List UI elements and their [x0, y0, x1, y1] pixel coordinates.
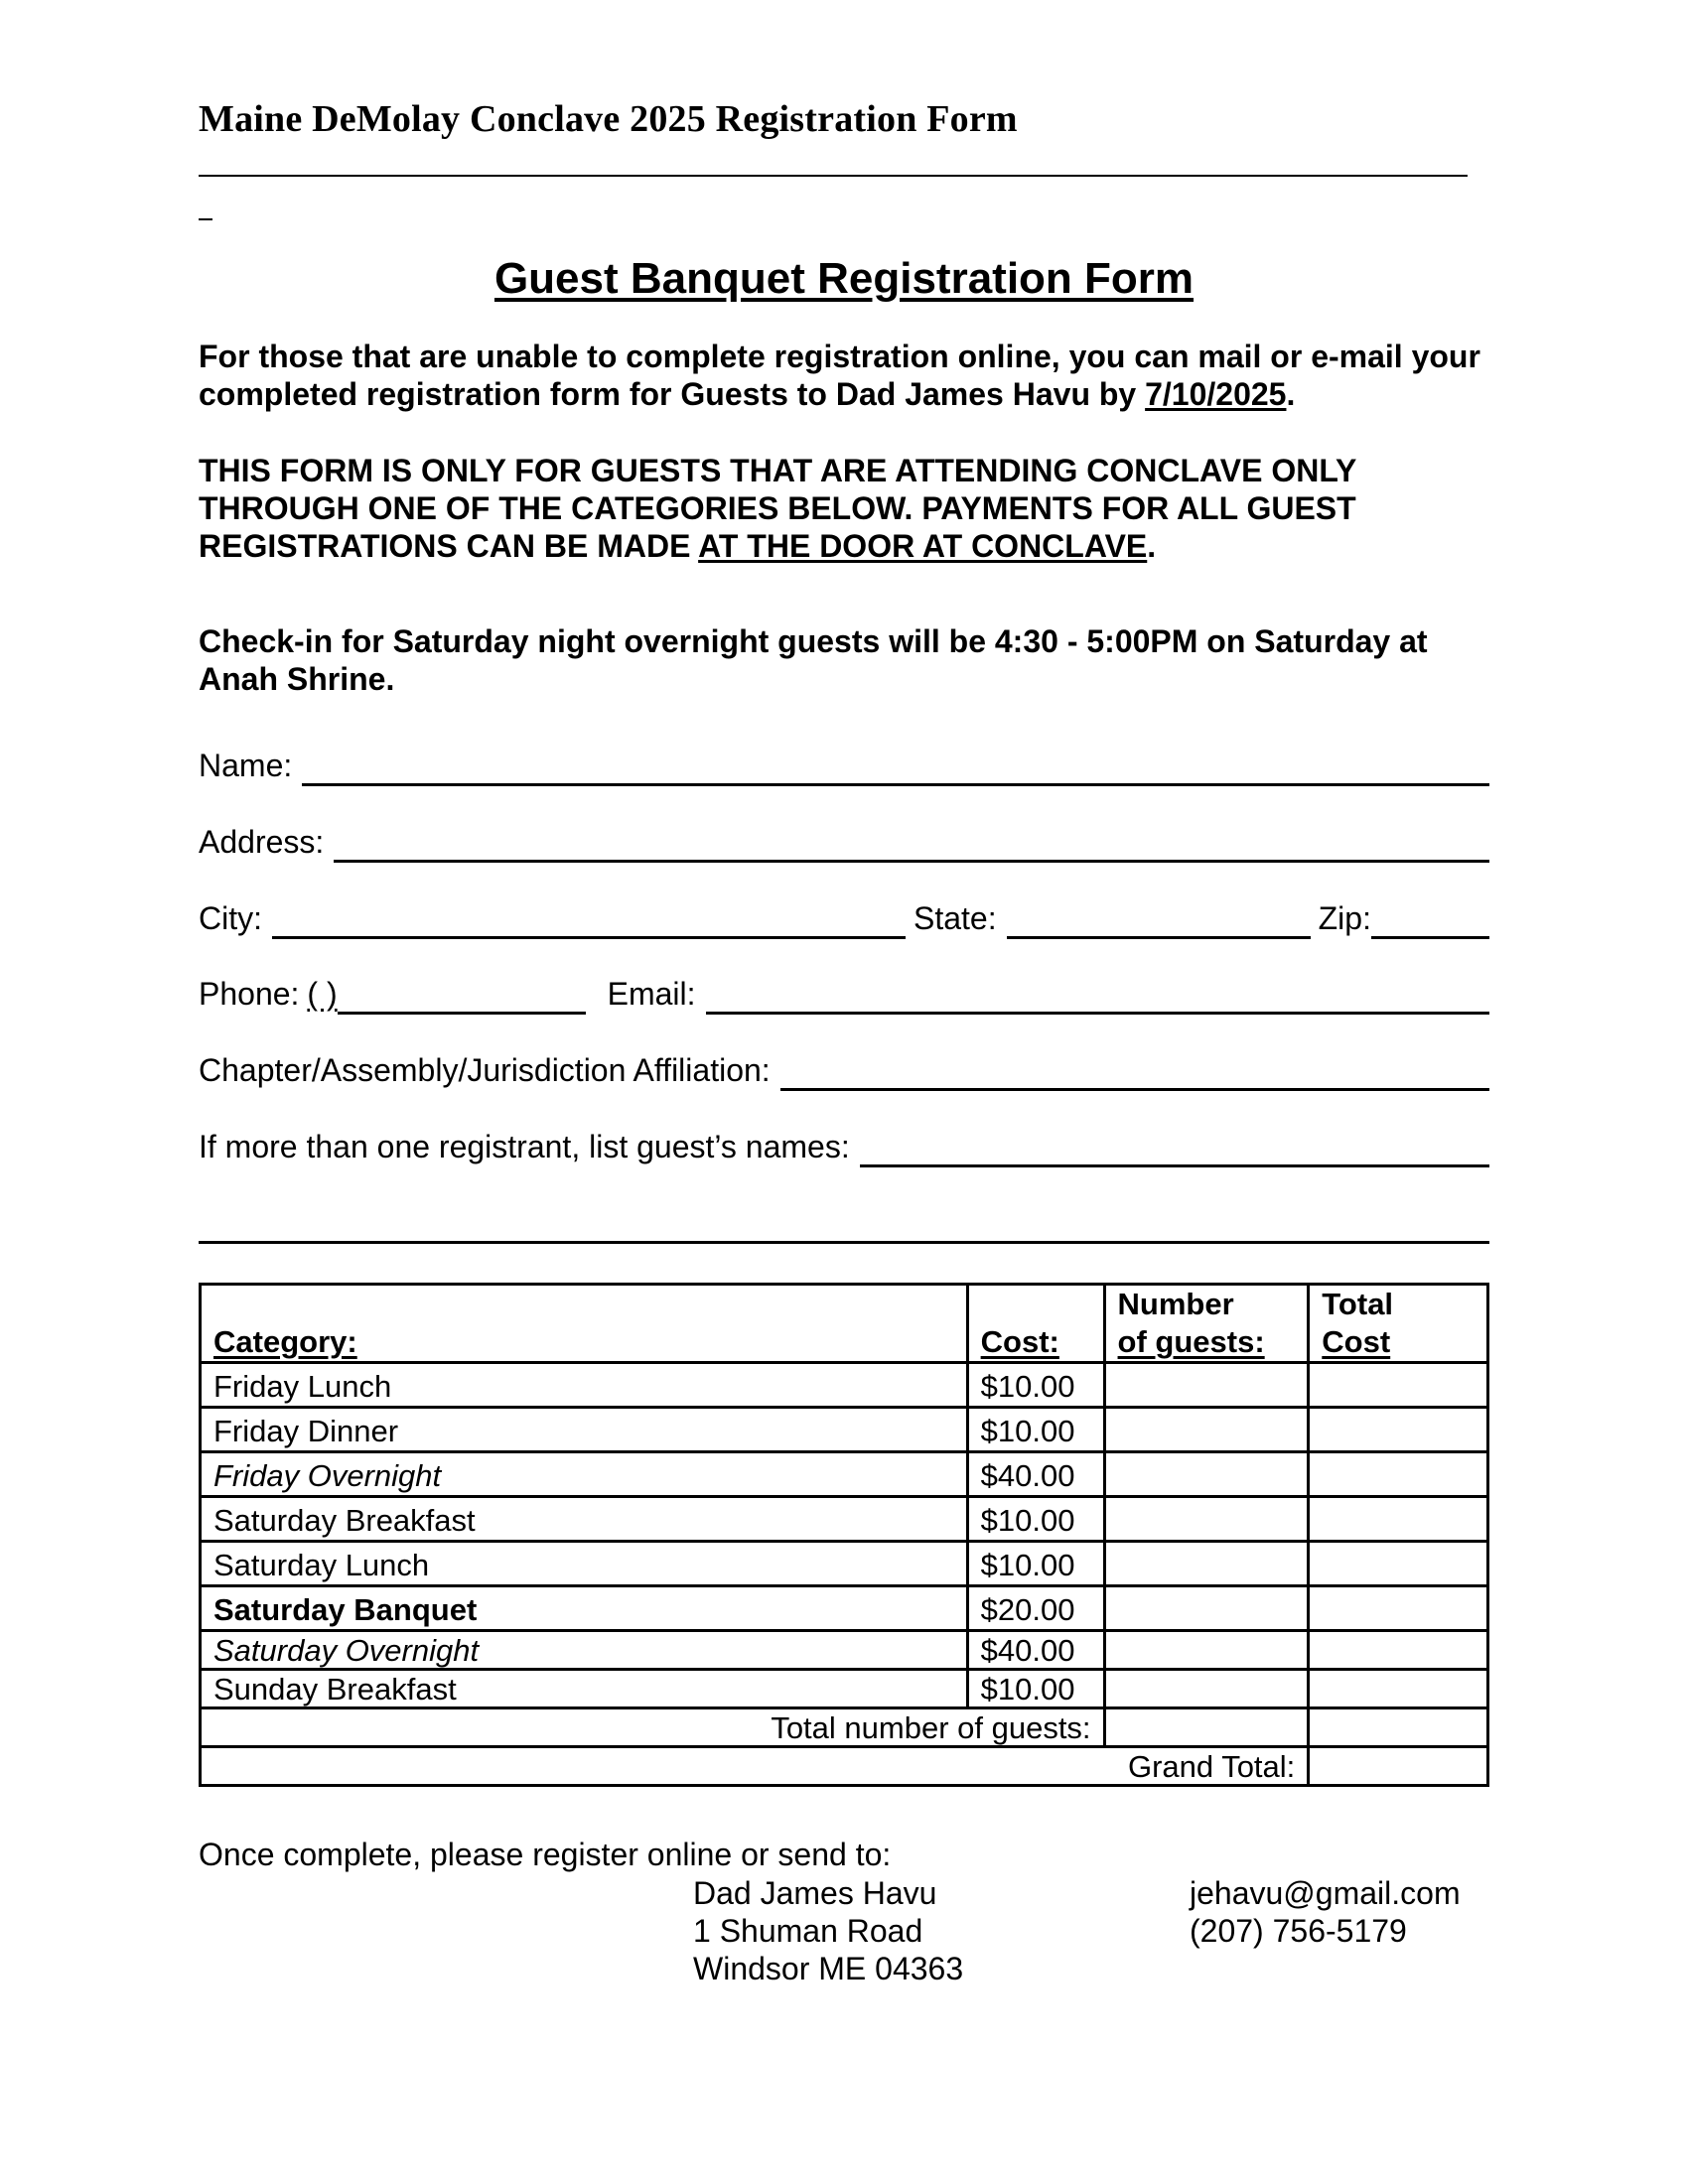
address-field[interactable] — [334, 820, 1489, 863]
address-row — [199, 819, 1489, 863]
affiliation-field[interactable] — [780, 1048, 1489, 1091]
grand-total-row — [201, 1747, 1488, 1786]
cost-cell: $10.00 — [967, 1542, 1104, 1586]
phone-area-code[interactable]: ( ) — [307, 976, 338, 1012]
guests-input-cell[interactable] — [1104, 1363, 1309, 1408]
deadline-date: 7/10/2025 — [1145, 376, 1287, 412]
cost-cell: $40.00 — [967, 1452, 1104, 1497]
category-cell: Saturday Lunch — [201, 1542, 968, 1586]
table-row — [201, 1542, 1488, 1586]
cost-cell: $40.00 — [967, 1631, 1104, 1670]
address-line: 1 Shuman Road — [693, 1913, 923, 1949]
guests-input-cell[interactable] — [1104, 1670, 1309, 1708]
guest-names-label: If more than one registrant, list guest’s names: — [199, 1129, 850, 1164]
table-row — [201, 1670, 1488, 1708]
cost-cell: $20.00 — [967, 1586, 1104, 1631]
total-guests-input-cell[interactable] — [1104, 1708, 1309, 1747]
category-cell: Friday Overnight — [201, 1452, 968, 1497]
total-input-cell[interactable] — [1309, 1363, 1488, 1408]
total-input-cell[interactable] — [1309, 1631, 1488, 1670]
header-divider — [199, 175, 1468, 177]
guests-input-cell[interactable] — [1104, 1497, 1309, 1542]
cost-cell: $10.00 — [967, 1363, 1104, 1408]
header-dash — [199, 218, 212, 220]
category-cell: Sunday Breakfast — [201, 1670, 968, 1708]
affiliation-row — [199, 1047, 1489, 1091]
contact-phone: (207) 756-5179 — [1190, 1913, 1407, 1949]
phone-field[interactable] — [338, 972, 586, 1015]
zip-field[interactable] — [1371, 896, 1489, 939]
registration-table — [199, 1283, 1489, 1787]
category-cell: Friday Lunch — [201, 1363, 968, 1408]
document-header: Maine DeMolay Conclave 2025 Registration Form — [199, 98, 1018, 140]
category-header: Category: — [201, 1285, 968, 1363]
guests-input-cell[interactable] — [1104, 1542, 1309, 1586]
total-guests-blank-cell — [1309, 1708, 1488, 1747]
intro-text: For those that are unable to complete registration online, you can mail or e-mail your completed registration form for Guests to Dad James Havu by — [199, 339, 1480, 412]
table-header-row — [201, 1285, 1488, 1363]
state-label: State: — [914, 900, 997, 936]
mailing-address — [693, 1874, 963, 1987]
guest-names-row — [199, 1124, 1489, 1167]
email-label: Email: — [607, 976, 696, 1012]
total-guests-row — [201, 1708, 1488, 1747]
total-input-cell[interactable] — [1309, 1670, 1488, 1708]
cost-cell: $10.00 — [967, 1497, 1104, 1542]
table-row — [201, 1408, 1488, 1452]
email-field[interactable] — [706, 972, 1489, 1015]
guest-names-field[interactable] — [860, 1125, 1489, 1167]
contact-info — [1190, 1874, 1461, 1950]
phone-label: Phone: — [199, 976, 300, 1012]
address-line: Windsor ME 04363 — [693, 1951, 964, 1986]
city-label: City: — [199, 900, 262, 936]
state-field[interactable] — [1007, 896, 1311, 939]
guest-names-field-extra[interactable] — [199, 1241, 1489, 1244]
grand-total-input-cell[interactable] — [1309, 1747, 1488, 1786]
city-state-zip-row — [199, 895, 1489, 939]
intro-end: . — [1286, 376, 1296, 412]
total-cost-header: Total Cost — [1309, 1285, 1488, 1363]
page-title: Guest Banquet Registration Form — [493, 254, 1195, 303]
table-row — [201, 1452, 1488, 1497]
category-cell: Friday Dinner — [201, 1408, 968, 1452]
cost-cell: $10.00 — [967, 1670, 1104, 1708]
name-label: Name: — [199, 748, 293, 783]
cost-cell: $10.00 — [967, 1408, 1104, 1452]
checkin-paragraph: Check-in for Saturday night overnight guests will be 4:30 - 5:00PM on Saturday at Anah Shrine. — [199, 623, 1428, 697]
table-row — [201, 1586, 1488, 1631]
phone-email-row — [199, 971, 1489, 1015]
zip-label: Zip: — [1318, 900, 1371, 936]
footer-instructions: Once complete, please register online or send to: — [199, 1837, 892, 1872]
city-field[interactable] — [272, 896, 906, 939]
guests-input-cell[interactable] — [1104, 1452, 1309, 1497]
name-row — [199, 743, 1489, 786]
number-of-guests-header: Number of guests: — [1104, 1285, 1309, 1363]
name-field[interactable] — [302, 744, 1489, 786]
notice-paragraph — [199, 452, 1499, 565]
guests-input-cell[interactable] — [1104, 1408, 1309, 1452]
address-label: Address: — [199, 824, 325, 860]
affiliation-label: Chapter/Assembly/Jurisdiction Affiliation: — [199, 1052, 771, 1088]
cost-header: Cost: — [967, 1285, 1104, 1363]
intro-paragraph — [199, 338, 1499, 413]
total-input-cell[interactable] — [1309, 1542, 1488, 1586]
table-row — [201, 1363, 1488, 1408]
notice-emphasis: AT THE DOOR AT CONCLAVE — [698, 528, 1148, 564]
category-cell: Saturday Breakfast — [201, 1497, 968, 1542]
notice-end: . — [1147, 528, 1157, 564]
table-row — [201, 1497, 1488, 1542]
table-row — [201, 1631, 1488, 1670]
category-cell: Saturday Banquet — [201, 1586, 968, 1631]
category-cell: Saturday Overnight — [201, 1631, 968, 1670]
total-guests-label: Total number of guests: — [201, 1708, 1105, 1747]
grand-total-label: Grand Total: — [201, 1747, 1309, 1786]
total-input-cell[interactable] — [1309, 1408, 1488, 1452]
total-input-cell[interactable] — [1309, 1497, 1488, 1542]
guests-input-cell[interactable] — [1104, 1586, 1309, 1631]
total-input-cell[interactable] — [1309, 1586, 1488, 1631]
contact-email: jehavu@gmail.com — [1190, 1875, 1461, 1911]
guests-input-cell[interactable] — [1104, 1631, 1309, 1670]
total-input-cell[interactable] — [1309, 1452, 1488, 1497]
address-line: Dad James Havu — [693, 1875, 937, 1911]
notice-text: THIS FORM IS ONLY FOR GUESTS THAT ARE ATTENDING CONCLAVE ONLY THROUGH ONE OF THE CATEGORIES BELOW. PAYMENTS FOR ALL GUEST REGISTRATIONS CAN BE MADE — [199, 453, 1356, 564]
